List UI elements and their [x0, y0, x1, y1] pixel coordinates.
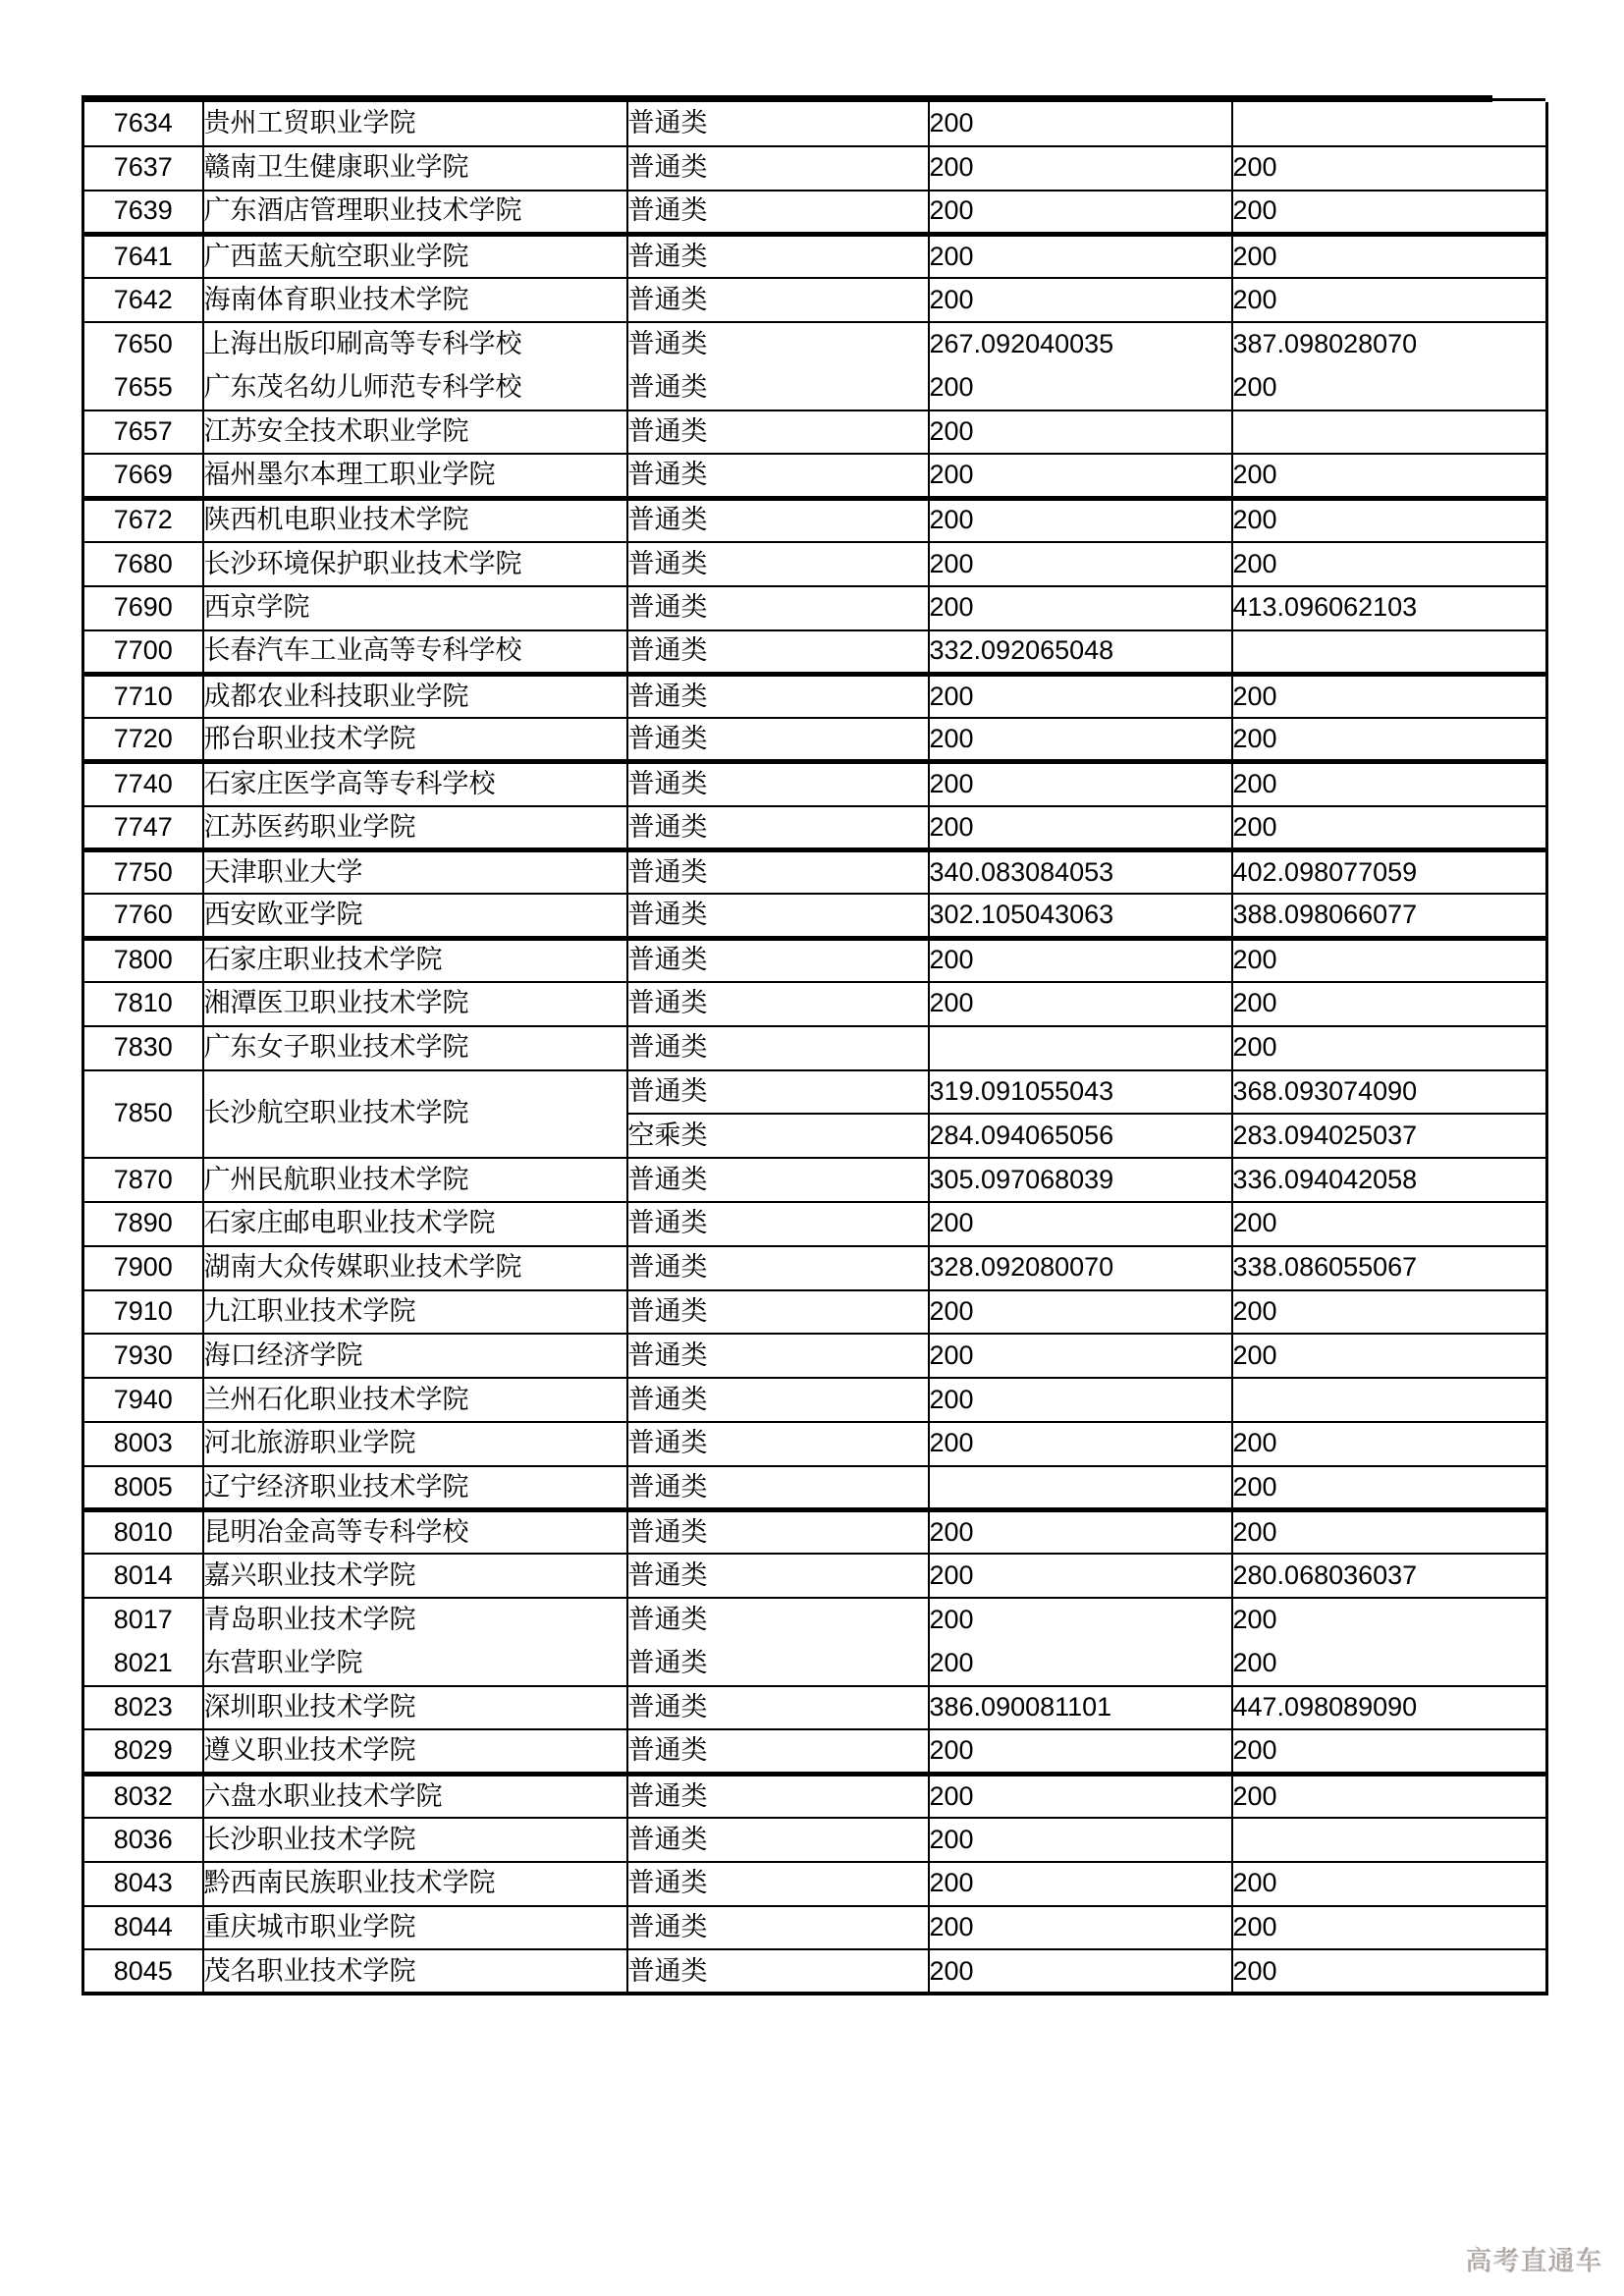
score2-cell: 200 — [1232, 1334, 1547, 1378]
score2-cell: 200 — [1232, 1026, 1547, 1070]
code-cell: 8029 — [83, 1729, 203, 1774]
score2-cell: 200 — [1232, 454, 1547, 498]
code-cell: 8005 — [83, 1466, 203, 1510]
score2-cell: 283.094025037 — [1232, 1114, 1547, 1158]
score1-cell: 200 — [929, 366, 1232, 410]
code-cell: 7870 — [83, 1158, 203, 1202]
code-cell: 7810 — [83, 982, 203, 1026]
score1-cell — [929, 1026, 1232, 1070]
school-name-cell: 六盘水职业技术学院 — [203, 1774, 627, 1818]
code-cell: 8010 — [83, 1510, 203, 1555]
category-cell: 普通类 — [627, 1862, 929, 1906]
code-cell: 7672 — [83, 498, 203, 542]
school-name-cell: 贵州工贸职业学院 — [203, 102, 627, 146]
score2-cell: 200 — [1232, 1949, 1547, 1994]
school-name-cell: 遵义职业技术学院 — [203, 1729, 627, 1774]
score1-cell: 200 — [929, 674, 1232, 718]
score2-cell: 200 — [1232, 1202, 1547, 1246]
score1-cell: 200 — [929, 1818, 1232, 1862]
code-cell: 7760 — [83, 894, 203, 938]
category-cell: 普通类 — [627, 1598, 929, 1642]
table-row — [83, 1158, 1547, 1202]
score2-cell: 402.098077059 — [1232, 850, 1547, 895]
results-table — [81, 102, 1548, 1995]
category-cell: 普通类 — [627, 1906, 929, 1950]
score1-cell: 200 — [929, 1598, 1232, 1642]
code-cell: 8045 — [83, 1949, 203, 1994]
school-name-cell: 九江职业技术学院 — [203, 1290, 627, 1335]
code-cell: 7710 — [83, 674, 203, 718]
category-cell: 普通类 — [627, 234, 929, 278]
score2-cell: 200 — [1232, 806, 1547, 850]
score2-cell: 388.098066077 — [1232, 894, 1547, 938]
score1-cell: 200 — [929, 234, 1232, 278]
score2-cell: 200 — [1232, 1605, 1277, 1635]
school-name-cell: 成都农业科技职业学院 — [203, 674, 627, 718]
category-cell: 普通类 — [627, 1554, 929, 1598]
code-cell: 8017 — [83, 1598, 203, 1642]
code-cell: 7830 — [83, 1026, 203, 1070]
score2-cell: 200 — [1232, 1906, 1547, 1950]
category-cell: 普通类 — [627, 1246, 929, 1290]
category-cell: 普通类 — [627, 1774, 929, 1818]
score2-cell — [1232, 1818, 1547, 1862]
table-row — [83, 1949, 1547, 1994]
score1-cell: 200 — [929, 806, 1232, 850]
table-row — [83, 1554, 1547, 1598]
code-cell: 7657 — [83, 410, 203, 455]
code-cell: 8023 — [83, 1686, 203, 1730]
school-name-cell: 广州民航职业技术学院 — [203, 1158, 627, 1202]
table-row — [83, 498, 1547, 542]
school-name-cell: 深圳职业技术学院 — [203, 1686, 627, 1730]
category-cell: 普通类 — [627, 1334, 929, 1378]
school-name-cell: 天津职业大学 — [203, 850, 627, 895]
results-table-body — [83, 102, 1547, 1994]
category-cell: 普通类 — [627, 366, 929, 410]
school-name-cell: 海南体育职业技术学院 — [203, 278, 627, 322]
score2-cell: 200 — [1232, 278, 1547, 322]
school-name-cell: 赣南卫生健康职业学院 — [203, 146, 627, 191]
table-row — [83, 1598, 1547, 1642]
category-cell: 普通类 — [627, 1378, 929, 1422]
score2-cell: 280.068036037 — [1232, 1554, 1547, 1598]
category-cell: 普通类 — [627, 762, 929, 806]
category-cell: 普通类 — [627, 1818, 929, 1862]
category-cell: 普通类 — [627, 322, 929, 366]
score1-cell: 200 — [929, 1949, 1232, 1994]
school-name-cell: 江苏医药职业学院 — [203, 806, 627, 850]
table-row — [83, 762, 1547, 806]
category-cell: 普通类 — [627, 454, 929, 498]
score2-cell: 200 — [1232, 1862, 1547, 1906]
code-cell: 7900 — [83, 1246, 203, 1290]
table-row — [83, 366, 1547, 410]
code-cell: 7940 — [83, 1378, 203, 1422]
score1-cell: 200 — [929, 1729, 1232, 1774]
table-row — [83, 454, 1547, 498]
table-row — [83, 1862, 1547, 1906]
score2-cell: 338.086055067 — [1232, 1246, 1547, 1290]
category-cell: 普通类 — [627, 850, 929, 895]
score1-cell: 200 — [929, 1378, 1232, 1422]
score1-cell: 267.092040035 — [929, 322, 1232, 366]
score2-cell: 200 — [1232, 1642, 1547, 1686]
code-cell: 7930 — [83, 1334, 203, 1378]
school-name-cell: 石家庄邮电职业技术学院 — [203, 1202, 627, 1246]
table-row — [83, 1026, 1547, 1070]
school-name-cell: 茂名职业技术学院 — [203, 1949, 627, 1994]
category-cell: 普通类 — [627, 1422, 929, 1466]
admission-scores-table — [81, 95, 1545, 1995]
code-cell: 8043 — [83, 1862, 203, 1906]
school-name-cell: 陕西机电职业技术学院 — [203, 498, 627, 542]
score1-cell: 284.094065056 — [929, 1114, 1232, 1158]
score2-cell: 447.098089090 — [1232, 1686, 1547, 1730]
table-row — [83, 1246, 1547, 1290]
code-cell: 7680 — [83, 542, 203, 586]
score1-cell: 200 — [929, 1554, 1232, 1598]
code-cell: 7700 — [83, 630, 203, 675]
school-name-cell: 西安欧亚学院 — [203, 894, 627, 938]
table-row — [83, 234, 1547, 278]
school-name-cell: 长沙职业技术学院 — [203, 1818, 627, 1862]
score1-cell: 200 — [929, 1334, 1232, 1378]
score1-cell: 200 — [929, 410, 1232, 455]
score1-cell: 200 — [929, 586, 1232, 630]
score1-cell: 200 — [929, 1510, 1232, 1555]
score2-cell: 200 — [1232, 1422, 1547, 1466]
table-row — [83, 102, 1547, 146]
code-cell: 7720 — [83, 718, 203, 762]
code-cell: 7655 — [83, 366, 203, 410]
score1-cell: 328.092080070 — [929, 1246, 1232, 1290]
category-cell: 普通类 — [627, 982, 929, 1026]
score1-cell: 200 — [929, 1862, 1232, 1906]
school-name-cell: 湖南大众传媒职业技术学院 — [203, 1246, 627, 1290]
score2-cell: 200 — [1232, 938, 1547, 982]
table-row — [83, 674, 1547, 718]
table-row — [83, 1070, 1547, 1115]
score1-cell: 302.105043063 — [929, 894, 1232, 938]
table-row — [83, 1334, 1547, 1378]
code-cell: 7747 — [83, 806, 203, 850]
table-row — [83, 1642, 1547, 1686]
category-cell: 普通类 — [627, 1026, 929, 1070]
code-cell: 7650 — [83, 322, 203, 366]
code-cell: 7800 — [83, 938, 203, 982]
score2-cell: 200 — [1232, 674, 1547, 718]
code-cell: 7750 — [83, 850, 203, 895]
school-name-cell: 石家庄医学高等专科学校 — [203, 762, 627, 806]
table-row — [83, 586, 1547, 630]
category-cell: 普通类 — [627, 410, 929, 455]
score2-cell: 387.098028070 — [1232, 329, 1418, 359]
category-cell: 普通类 — [627, 542, 929, 586]
score1-cell: 200 — [929, 938, 1232, 982]
school-name-cell: 福州墨尔本理工职业学院 — [203, 454, 627, 498]
school-name-cell: 昆明冶金高等专科学校 — [203, 1510, 627, 1555]
category-cell: 普通类 — [627, 630, 929, 675]
school-name-cell: 辽宁经济职业技术学院 — [203, 1466, 627, 1510]
category-cell: 普通类 — [627, 938, 929, 982]
category-cell: 普通类 — [627, 1510, 929, 1555]
table-top-border — [81, 95, 1545, 102]
score2-cell: 200 — [1232, 498, 1547, 542]
code-cell: 8014 — [83, 1554, 203, 1598]
category-cell: 普通类 — [627, 1070, 929, 1115]
watermark-text: 高考直通车 — [1466, 2247, 1603, 2276]
category-cell: 普通类 — [627, 806, 929, 850]
code-cell: 7642 — [83, 278, 203, 322]
table-row — [83, 1290, 1547, 1335]
school-name-cell: 黔西南民族职业技术学院 — [203, 1862, 627, 1906]
school-name-cell: 湘潭医卫职业技术学院 — [203, 982, 627, 1026]
school-name-cell: 江苏安全技术职业学院 — [203, 410, 627, 455]
code-cell: 7669 — [83, 454, 203, 498]
score2-cell — [1232, 410, 1547, 455]
score2-cell: 200 — [1232, 982, 1547, 1026]
category-cell: 普通类 — [627, 1290, 929, 1335]
score2-cell: 200 — [1232, 191, 1547, 235]
score1-cell: 200 — [929, 498, 1232, 542]
score2-cell: 200 — [1232, 542, 1547, 586]
table-row — [83, 1510, 1547, 1555]
school-name-cell: 兰州石化职业技术学院 — [203, 1378, 627, 1422]
school-name-cell: 长沙航空职业技术学院 — [203, 1070, 627, 1159]
score1-cell: 200 — [929, 1422, 1232, 1466]
school-name-cell: 河北旅游职业学院 — [203, 1422, 627, 1466]
school-name-cell: 青岛职业技术学院 — [203, 1598, 627, 1642]
code-cell: 8036 — [83, 1818, 203, 1862]
score2-cell: 200 — [1232, 366, 1547, 410]
score1-cell: 200 — [929, 718, 1232, 762]
code-cell: 8032 — [83, 1774, 203, 1818]
score1-cell: 340.083084053 — [929, 850, 1232, 895]
table-row — [83, 1686, 1547, 1730]
table-row — [83, 806, 1547, 850]
table-top-border-thick-segment — [81, 95, 1492, 102]
score2-cell: 200 — [1232, 718, 1547, 762]
table-top-border-thin-segment — [1492, 98, 1545, 101]
score1-cell: 332.092065048 — [929, 630, 1232, 675]
score1-cell: 200 — [929, 982, 1232, 1026]
score1-cell: 200 — [929, 1642, 1232, 1686]
table-row — [83, 1906, 1547, 1950]
score2-cell: 200 — [1232, 146, 1547, 191]
category-cell: 普通类 — [627, 1466, 929, 1510]
code-cell: 7641 — [83, 234, 203, 278]
score1-cell: 200 — [929, 1202, 1232, 1246]
category-cell: 普通类 — [627, 1686, 929, 1730]
score1-cell — [929, 1466, 1232, 1510]
score1-cell: 200 — [929, 1290, 1232, 1335]
score1-cell: 200 — [929, 278, 1232, 322]
category-cell: 普通类 — [627, 1949, 929, 1994]
code-cell: 8021 — [83, 1642, 203, 1686]
category-cell: 普通类 — [627, 146, 929, 191]
table-row — [83, 191, 1547, 235]
category-cell: 普通类 — [627, 102, 929, 146]
category-cell: 普通类 — [627, 718, 929, 762]
table-row — [83, 1202, 1547, 1246]
category-cell: 普通类 — [627, 191, 929, 235]
score1-cell: 386.090081101 — [929, 1686, 1232, 1730]
table-row — [83, 410, 1547, 455]
table-row — [83, 1774, 1547, 1818]
category-cell: 普通类 — [627, 1202, 929, 1246]
category-cell: 普通类 — [627, 1642, 929, 1686]
school-name-cell: 广东茂名幼儿师范专科学校 — [203, 366, 627, 410]
score2-cell: 336.094042058 — [1232, 1158, 1547, 1202]
score1-cell: 200 — [929, 191, 1232, 235]
code-cell: 7850 — [83, 1070, 203, 1159]
code-cell: 7637 — [83, 146, 203, 191]
score1-cell: 200 — [929, 542, 1232, 586]
code-cell: 7690 — [83, 586, 203, 630]
score2-cell — [1232, 1378, 1547, 1422]
table-row — [83, 1729, 1547, 1774]
category-cell: 普通类 — [627, 674, 929, 718]
school-name-cell: 西京学院 — [203, 586, 627, 630]
category-cell: 空乘类 — [627, 1114, 929, 1158]
code-cell: 7890 — [83, 1202, 203, 1246]
score2-cell: 200 — [1232, 1774, 1547, 1818]
score2-cell: 200 — [1232, 762, 1547, 806]
score2-cell: 200 — [1232, 1466, 1547, 1510]
category-cell: 普通类 — [627, 498, 929, 542]
school-name-cell: 重庆城市职业学院 — [203, 1906, 627, 1950]
school-name-cell: 邢台职业技术学院 — [203, 718, 627, 762]
score1-cell: 200 — [929, 1774, 1232, 1818]
table-row — [83, 630, 1547, 675]
school-name-cell: 石家庄职业技术学院 — [203, 938, 627, 982]
school-name-cell: 东营职业学院 — [203, 1642, 627, 1686]
table-row — [83, 894, 1547, 938]
school-name-cell: 海口经济学院 — [203, 1334, 627, 1378]
score1-cell: 200 — [929, 146, 1232, 191]
score2-cell: 200 — [1232, 234, 1547, 278]
score1-cell: 200 — [929, 454, 1232, 498]
score2-cell: 413.096062103 — [1232, 586, 1547, 630]
code-cell: 7740 — [83, 762, 203, 806]
table-row — [83, 850, 1547, 895]
table-row — [83, 1378, 1547, 1422]
table-row — [83, 718, 1547, 762]
table-row — [83, 938, 1547, 982]
school-name-cell: 广东女子职业技术学院 — [203, 1026, 627, 1070]
score2-cell: 200 — [1232, 1729, 1547, 1774]
score1-cell: 200 — [929, 762, 1232, 806]
score2-cell: 200 — [1232, 1290, 1547, 1335]
table-row — [83, 322, 1547, 366]
code-cell: 7910 — [83, 1290, 203, 1335]
score2-cell: 200 — [1232, 1510, 1547, 1555]
school-name-cell: 广东酒店管理职业技术学院 — [203, 191, 627, 235]
table-row — [83, 1422, 1547, 1466]
score1-cell: 319.091055043 — [929, 1070, 1232, 1115]
table-row — [83, 1466, 1547, 1510]
table-row — [83, 982, 1547, 1026]
school-name-cell: 嘉兴职业技术学院 — [203, 1554, 627, 1598]
score1-cell: 305.097068039 — [929, 1158, 1232, 1202]
category-cell: 普通类 — [627, 586, 929, 630]
score2-cell: 368.093074090 — [1232, 1070, 1547, 1115]
code-cell: 7639 — [83, 191, 203, 235]
score2-cell — [1232, 630, 1547, 675]
table-row — [83, 542, 1547, 586]
score1-cell: 200 — [929, 1906, 1232, 1950]
code-cell: 8044 — [83, 1906, 203, 1950]
score1-cell: 200 — [929, 102, 1232, 146]
category-cell: 普通类 — [627, 278, 929, 322]
school-name-cell: 广西蓝天航空职业学院 — [203, 234, 627, 278]
table-row — [83, 146, 1547, 191]
category-cell: 普通类 — [627, 894, 929, 938]
school-name-cell: 长沙环境保护职业技术学院 — [203, 542, 627, 586]
table-row — [83, 1818, 1547, 1862]
school-name-cell: 长春汽车工业高等专科学校 — [203, 630, 627, 675]
school-name-cell: 上海出版印刷高等专科学校 — [203, 322, 627, 366]
category-cell: 普通类 — [627, 1729, 929, 1774]
category-cell: 普通类 — [627, 1158, 929, 1202]
table-row — [83, 278, 1547, 322]
code-cell: 8003 — [83, 1422, 203, 1466]
code-cell: 7634 — [83, 102, 203, 146]
score2-cell — [1232, 102, 1547, 146]
